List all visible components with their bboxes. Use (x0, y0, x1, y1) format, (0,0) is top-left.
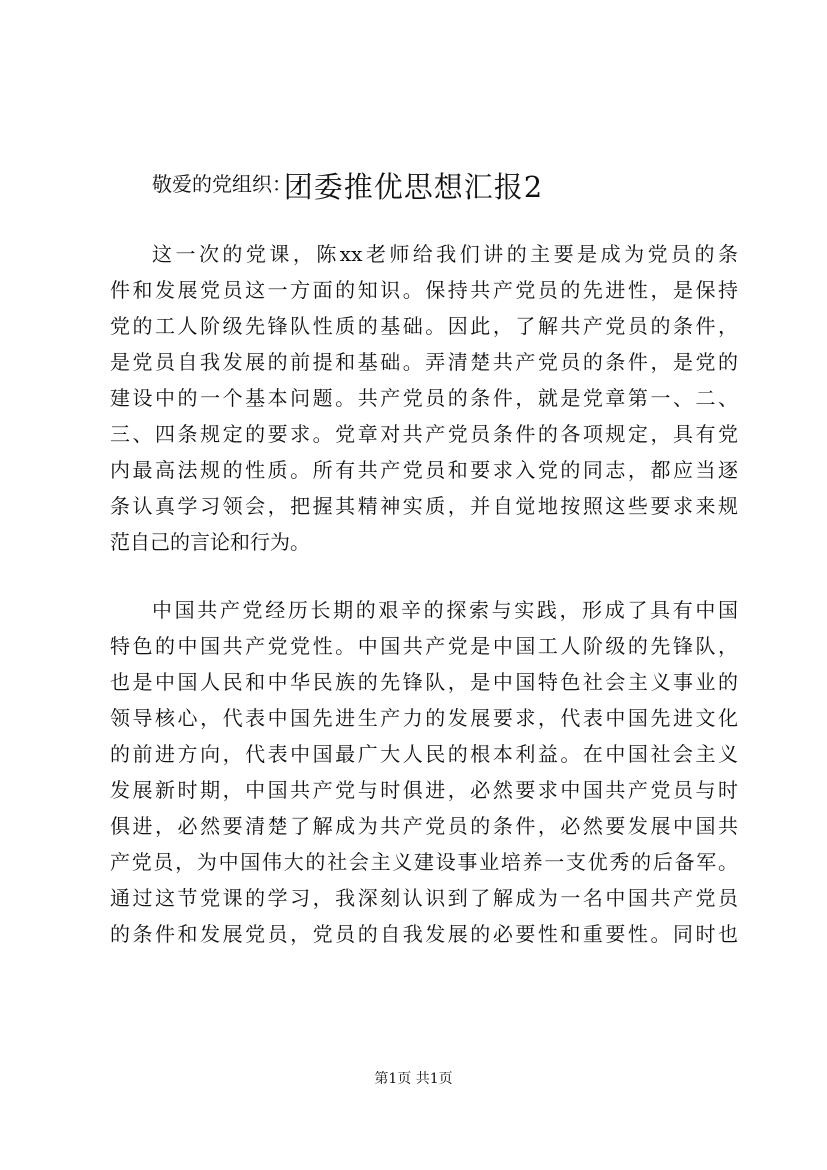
paragraph-1-line-6: 三、四条规定的要求。党章对共产党员条件的各项规定，具有党 (110, 422, 738, 446)
paragraph-2-line-4: 领导核心，代表中国先进生产力的发展要求，代表中国先进文化 (110, 706, 738, 730)
paragraph-2-line-1: 中国共产党经历长期的艰辛的探索与实践，形成了具有中国 (152, 598, 738, 622)
paragraph-1-line-2: 件和发展党员这一方面的知识。保持共产党员的先进性，是保持 (110, 278, 738, 302)
paragraph-1-line-3: 党的工人阶级先锋队性质的基础。因此，了解共产党员的条件， (110, 314, 738, 338)
page-number-footer: 第1页 共1页 (374, 1071, 453, 1087)
paragraph-1-line-4: 是党员自我发展的前提和基础。弄清楚共产党员的条件，是党的 (110, 350, 738, 374)
paragraph-1-line-5: 建设中的一个基本问题。共产党员的条件，就是党章第一、二、 (110, 386, 738, 410)
paragraph-2-line-2: 特色的中国共产党党性。中国共产党是中国工人阶级的先锋队， (110, 634, 738, 658)
paragraph-2-line-3: 也是中国人民和中华民族的先锋队，是中国特色社会主义事业的 (110, 670, 738, 694)
salutation-line: 敬爱的党组织： (152, 172, 292, 196)
paragraph-1-line-9: 范自己的言论和行为。 (110, 530, 310, 554)
document-title: 团委推优思想汇报2 (283, 170, 544, 205)
paragraph-1-line-7: 内最高法规的性质。所有共产党员和要求入党的同志，都应当逐 (110, 458, 738, 482)
paragraph-2-line-10: 的条件和发展党员，党员的自我发展的必要性和重要性。同时也 (110, 922, 738, 946)
paragraph-1-line-1: 这一次的党课，陈xx老师给我们讲的主要是成为党员的条 (152, 242, 738, 266)
paragraph-2-line-8: 产党员，为中国伟大的社会主义建设事业培养一支优秀的后备军。 (110, 850, 738, 874)
paragraph-2-line-5: 的前进方向，代表中国最广大人民的根本利益。在中国社会主义 (110, 742, 738, 766)
paragraph-1-line-8: 条认真学习领会，把握其精神实质，并自觉地按照这些要求来规 (110, 494, 738, 518)
paragraph-2-line-7: 俱进，必然要清楚了解成为共产党员的条件，必然要发展中国共 (110, 814, 738, 838)
paragraph-2-line-9: 通过这节党课的学习，我深刻认识到了解成为一名中国共产党员 (110, 886, 738, 910)
paragraph-2-line-6: 发展新时期，中国共产党与时俱进，必然要求中国共产党员与时 (110, 778, 738, 802)
